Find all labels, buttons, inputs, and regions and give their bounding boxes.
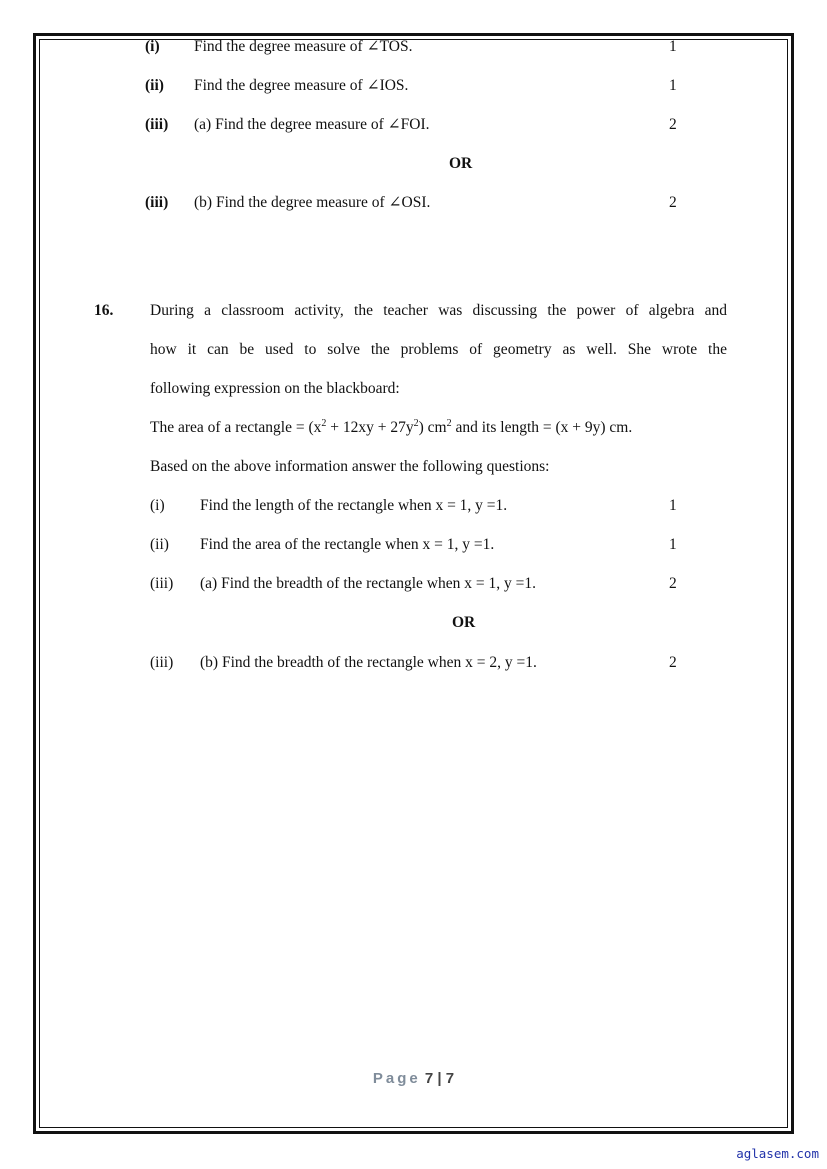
y-squared-exponent: 2 [413,418,419,429]
q15-part-i-num: (i) [145,38,160,55]
q15-part-iii-b-marks: 2 [669,194,677,211]
q15-part-i-marks: 1 [669,38,677,55]
page-separator: | [437,1070,442,1087]
q16-part-ii-marks: 1 [669,536,677,553]
q16-stem-line-3: following expression on the blackboard: [150,380,400,397]
page-footer [0,1070,827,1087]
q16-part-i-marks: 1 [669,497,677,514]
q15-part-ii-num: (ii) [145,77,164,94]
area-suffix: and its length = (x + 9y) cm. [451,419,633,436]
page-total: 7 [445,1070,455,1087]
q15-part-iii-b-num: (iii) [145,194,169,211]
q16-part-iii-b-marks: 2 [669,654,677,671]
q15-part-iii-a-text: (a) Find the degree measure of ∠FOI. [194,116,430,133]
area-mid-2: ) cm [418,419,447,436]
q16-part-ii-num: (ii) [150,536,169,553]
area-mid-1: + 12xy + 27y [326,419,414,436]
q15-or-label: OR [449,155,473,172]
q15-part-iii-b-text: (b) Find the degree measure of ∠OSI. [194,194,431,211]
q16-or-label: OR [452,614,476,631]
q15-part-iii-a-marks: 2 [669,116,677,133]
q16-part-i-text: Find the length of the rectangle when x = 1, y =1. [200,497,508,514]
q16-part-iii-a-text: (a) Find the breadth of the rectangle when x = 1, y =1. [200,575,536,592]
q16-part-iii-a-marks: 2 [669,575,677,592]
q15-part-i-text: Find the degree measure of ∠TOS. [194,38,413,55]
q16-part-i-num: (i) [150,497,165,514]
cm-squared-exponent: 2 [446,418,452,429]
q16-stem-line-1: During a classroom activity, the teacher was discussing the power of algebra and [150,302,727,319]
page-current: 7 [424,1070,434,1087]
q15-part-ii-marks: 1 [669,77,677,94]
q16-stem-line-2: how it can be used to solve the problems of geometry as well. She wrote the [150,341,727,358]
site-watermark: aglasem.com [736,1146,819,1161]
q15-part-iii-a-num: (iii) [145,116,169,133]
q15-part-ii-text: Find the degree measure of ∠IOS. [194,77,409,94]
q16-part-ii-text: Find the area of the rectangle when x = 1, y =1. [200,536,495,553]
page-word: Page [372,1070,421,1087]
q16-part-iii-a-num: (iii) [150,575,174,592]
q16-part-iii-b-text: (b) Find the breadth of the rectangle when x = 2, y =1. [200,654,537,671]
area-prefix: The area of a rectangle = (x [150,419,322,436]
q16-instruction: Based on the above information answer the following questions: [150,458,550,475]
q16-part-iii-b-num: (iii) [150,654,174,671]
x-squared-exponent: 2 [321,418,327,429]
q16-number: 16. [94,302,114,319]
q16-area-expression [150,418,632,438]
